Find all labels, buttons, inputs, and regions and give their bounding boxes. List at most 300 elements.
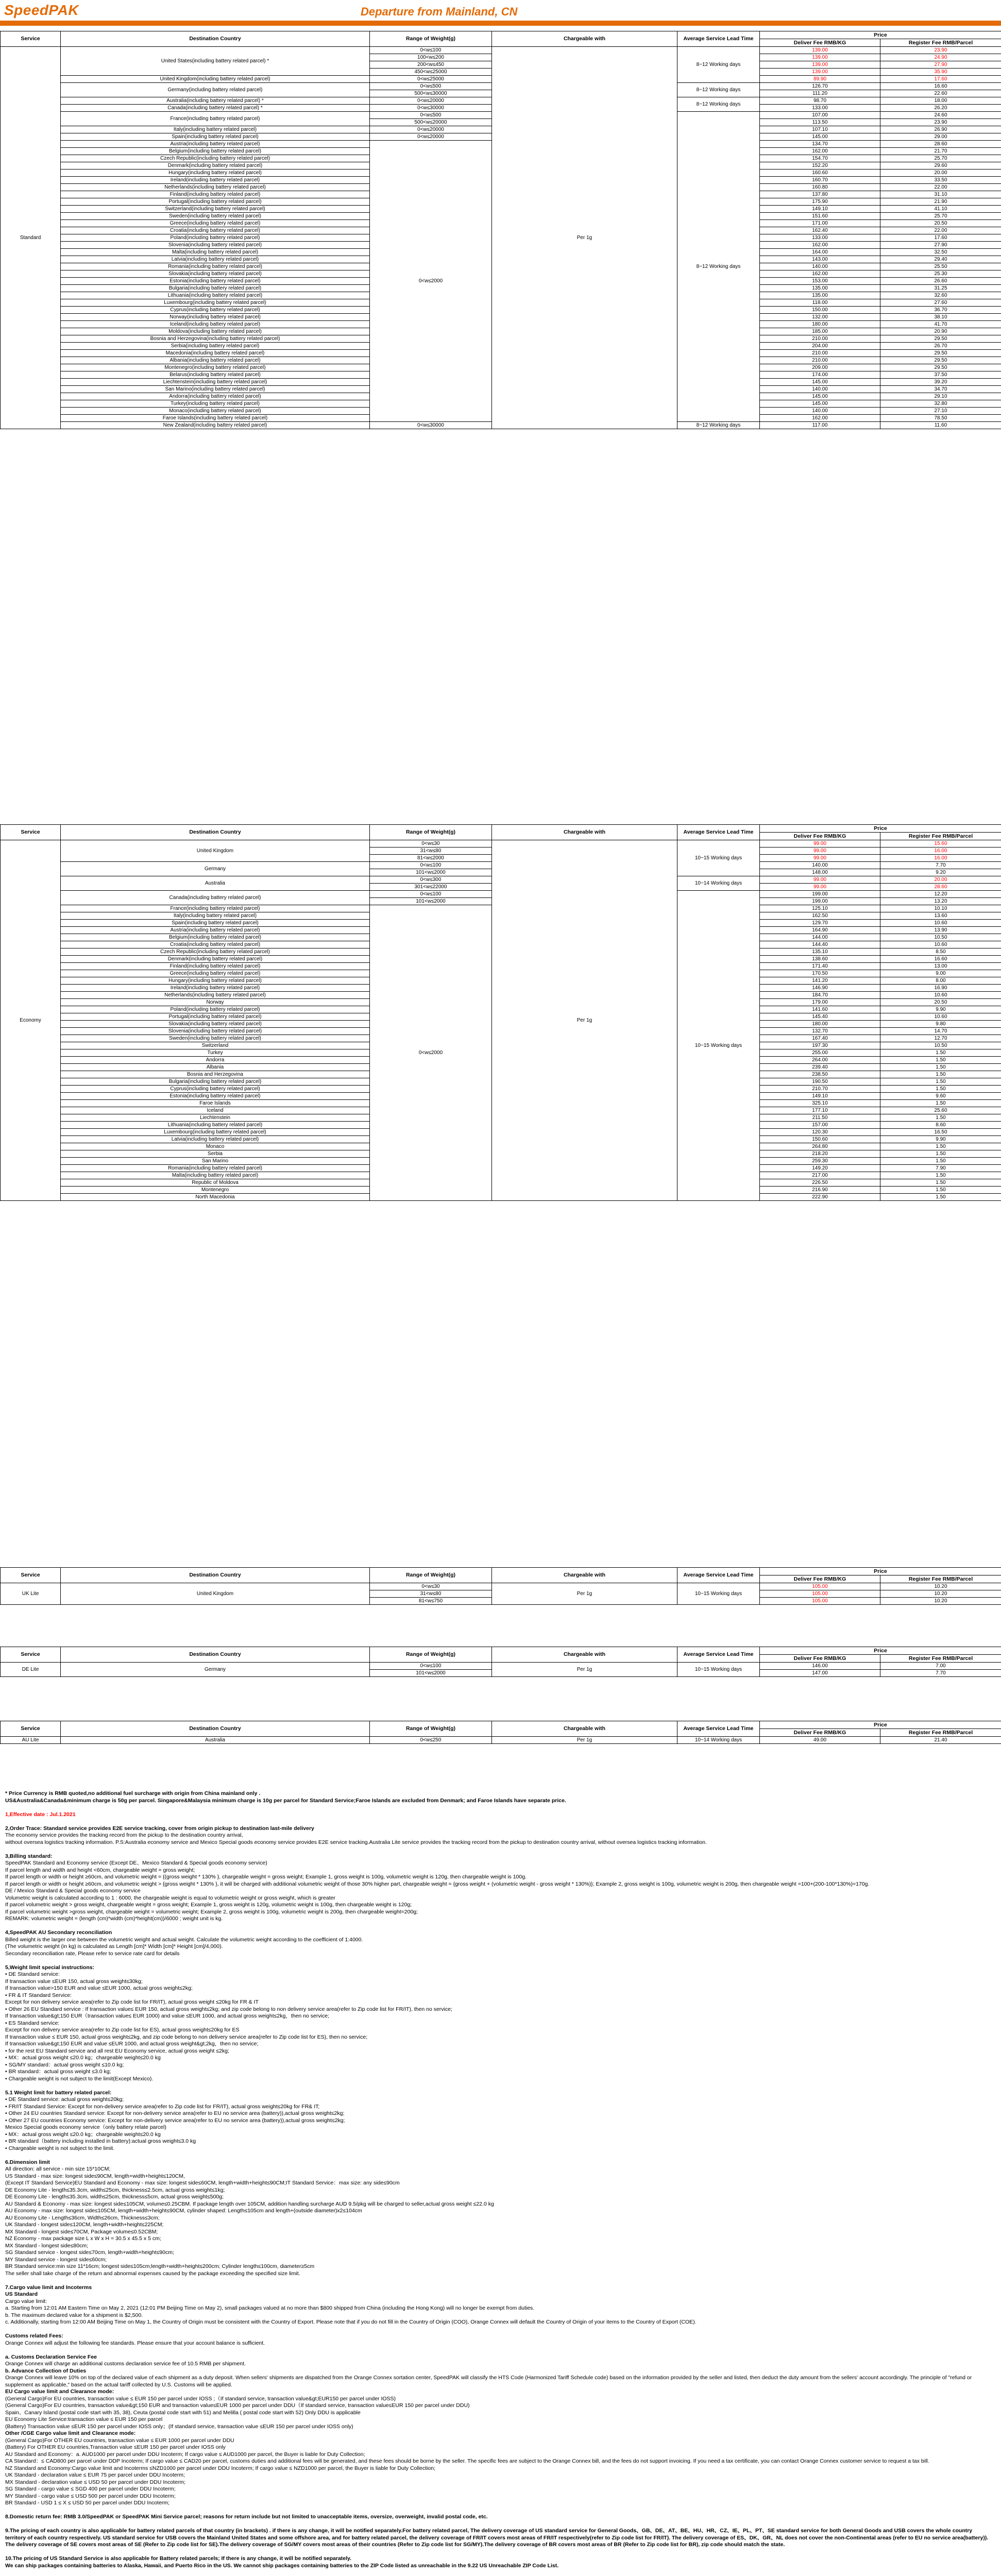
destination-cell: Sweden(including battery related parcel) — [61, 213, 370, 220]
destination-cell: Andorra(including battery related parcel) — [61, 393, 370, 400]
weight-range-cell: 301<w≤22000 — [370, 884, 492, 891]
register-fee-cell: 24.60 — [880, 112, 1001, 119]
destination-cell: Turkey(including battery related parcel) — [61, 400, 370, 408]
col-header-destination: Destination Country — [61, 825, 370, 840]
register-fee-cell: 1.50 — [880, 1057, 1001, 1064]
delivery-fee-cell: 105.00 — [760, 1590, 880, 1598]
col-header-weight: Range of Weight(g) — [370, 825, 492, 840]
weight-range-cell: 0<w≤500 — [370, 112, 492, 119]
destination-cell: Liechtenstein — [61, 1114, 370, 1122]
service-name-cell: Economy — [1, 840, 61, 1201]
register-fee-cell: 17.60 — [880, 76, 1001, 83]
delivery-fee-cell: 239.40 — [760, 1064, 880, 1071]
note-weight-g: If transaction value&gt;150 EUR（transaction value≤ EUR 1000) and value ≤EUR 1000, and actual gross weight≤2kg，then no service; — [5, 2013, 329, 2019]
register-fee-cell: 1.50 — [880, 1179, 1001, 1187]
register-fee-cell: 1.50 — [880, 1078, 1001, 1086]
note-billing-heading: 3,Billing standard: — [5, 1853, 53, 1859]
register-fee-cell: 9.20 — [880, 869, 1001, 876]
weight-range-cell: 0<w≤300 — [370, 876, 492, 884]
destination-cell: Spain(including battery related parcel) — [61, 920, 370, 927]
col-header-lead-time: Average Service Lead Time — [677, 1647, 760, 1663]
register-fee-cell: 9.80 — [880, 1021, 1001, 1028]
delivery-fee-cell: 216.90 — [760, 1187, 880, 1194]
register-fee-cell: 1.50 — [880, 1158, 1001, 1165]
note-weight-h: • ES Standard service: — [5, 2020, 60, 2026]
register-fee-cell: 13.90 — [880, 927, 1001, 934]
delivery-fee-cell: 145.00 — [760, 379, 880, 386]
register-fee-cell: 1.50 — [880, 1114, 1001, 1122]
delivery-fee-cell: 138.60 — [760, 956, 880, 963]
register-fee-cell: 16.60 — [880, 956, 1001, 963]
delivery-fee-cell: 145.00 — [760, 133, 880, 141]
note-order-trace-b: without oversea logistics tracking information. P.S:Australia economy service and Mexico Special goods economy service provides E2E service tracking.Australia Lite service provides the tracking record from the pickup to destination country arrival, without oversea logistics tracking information. — [5, 1839, 707, 1845]
note-dim-e: DE Economy Lite - length≤35.3cm, width≤25cm, thickness≤5cm, actual gross weight≤500g; — [5, 2194, 224, 2200]
weight-range-cell: 0<w≤30 — [370, 840, 492, 848]
col-header-service: Service — [1, 1568, 61, 1583]
note-billing-g: If parcel volumetric weight > gross weight, chargeable weight = gross weight; Example 1, gross weight is 120g, volumetric weight is 100g, then chargeable weight is 120g; — [5, 1902, 412, 1908]
delivery-fee-cell: 199.00 — [760, 898, 880, 905]
delivery-fee-cell: 211.50 — [760, 1114, 880, 1122]
register-fee-cell: 22.00 — [880, 227, 1001, 234]
de-lite-price-table — [0, 1647, 1001, 1677]
note-battery-weight-heading: 5.1 Weight limit for battery related parcel: — [5, 2089, 112, 2096]
col-header-service: Service — [1, 1721, 61, 1737]
page-title: Departure from Mainland, CN — [361, 5, 518, 18]
delivery-fee-cell: 152.20 — [760, 162, 880, 170]
register-fee-cell: 1.50 — [880, 1150, 1001, 1158]
col-header-lead-time: Average Service Lead Time — [677, 1721, 760, 1737]
destination-cell: Germany(including battery related parcel) — [61, 83, 370, 97]
note-billing-a: SpeedPAK Standard and Economy service (Except DE、Mexico Standard & Special goods economy service) — [5, 1860, 267, 1866]
delivery-fee-cell: 126.70 — [760, 83, 880, 90]
register-fee-cell: 36.70 — [880, 307, 1001, 314]
lead-time-cell: 8~12 Working days — [677, 47, 760, 83]
destination-cell: Netherlands(including battery related parcel) — [61, 184, 370, 191]
col-header-register-fee: Register Fee RMB/Parcel — [880, 1575, 1001, 1583]
destination-cell: Canada(including battery related parcel) * — [61, 105, 370, 112]
destination-cell: Hungary(including battery related parcel) — [61, 977, 370, 985]
weight-range-cell: 0<w≤20000 — [370, 97, 492, 105]
delivery-fee-cell: 238.50 — [760, 1071, 880, 1078]
terms-notes — [5, 1790, 994, 2576]
destination-cell: Greece(including battery related parcel) — [61, 970, 370, 977]
destination-cell: Malta(including battery related parcel) — [61, 249, 370, 256]
destination-cell: Albania — [61, 1064, 370, 1071]
register-fee-cell: 8.00 — [880, 977, 1001, 985]
chargeable-cell: Per 1g — [492, 1583, 677, 1605]
note-battery-u: • Other 27 EU countries Economy service: Except for non-delivery service area(refer to EU no service area (battery)),actual gross weight≤2kg; — [5, 2117, 345, 2124]
lead-time-cell: 10~15 Working days — [677, 1663, 760, 1677]
note-dimension-heading: 6.Dimension limit — [5, 2159, 50, 2165]
note-cargo-value-heading: 7.Cargo value limit and Incoterms — [5, 2284, 92, 2291]
delivery-fee-cell: 160.70 — [760, 177, 880, 184]
destination-cell: Belgium(including battery related parcel) — [61, 934, 370, 941]
destination-cell: Norway(including battery related parcel) — [61, 314, 370, 321]
lead-time-cell: 8~12 Working days — [677, 422, 760, 429]
speedpak-logo: SpeedPAK — [4, 2, 79, 18]
note-cargo-us: US Standard — [5, 2291, 38, 2297]
col-header-chargeable: Chargeable with — [492, 1721, 677, 1737]
delivery-fee-cell: 135.10 — [760, 948, 880, 956]
note-cargo-h: a. Customs Declaration Service Fee — [5, 2353, 97, 2360]
note-dim-n: MY Standard service - longest side≤60cm; — [5, 2256, 107, 2263]
register-fee-cell: 27.10 — [880, 408, 1001, 415]
service-name-cell: UK Lite — [1, 1583, 61, 1605]
destination-cell: Cyprus(including battery related parcel) — [61, 307, 370, 314]
delivery-fee-cell: 99.00 — [760, 876, 880, 884]
destination-cell: Italy(including battery related parcel) — [61, 912, 370, 920]
delivery-fee-cell: 177.10 — [760, 1107, 880, 1114]
destination-cell: Lithuania(including battery related parcel) — [61, 292, 370, 299]
destination-cell: Moldova(including battery related parcel) — [61, 328, 370, 335]
destination-cell: Croatia(including battery related parcel) — [61, 941, 370, 948]
note-cargo-j: b. Advance Collection of Duties — [5, 2367, 87, 2374]
register-fee-cell: 10.60 — [880, 1013, 1001, 1021]
delivery-fee-cell: 190.50 — [760, 1078, 880, 1086]
destination-cell: Monaco(including battery related parcel) — [61, 408, 370, 415]
note-cargo-q: (Battery) Transaction value ≤EUR 150 per parcel under IOSS only；(If standard service, transaction value ≤EUR 150 per parcel under IOSS only) — [5, 2423, 353, 2430]
chargeable-cell: Per 1g — [492, 1737, 677, 1744]
note-billing-d: If parcel length or width or height ≥60cm, and volumetric weight > {gross weight * 130% }, it will be charged with additional volumetric weight of those 30% higher part, chargeable weight = {gross weight + (volumetric weight - gross weight * 130%)}; Example 2, gross weight is 100g, volumetric weight is 200g, then chargeable weight =100+(200-100*130%)=170g. — [5, 1880, 870, 1887]
destination-cell: Denmark(including battery related parcel) — [61, 956, 370, 963]
col-header-lead-time: Average Service Lead Time — [677, 825, 760, 840]
register-fee-cell: 23.90 — [880, 119, 1001, 126]
destination-cell: Switzerland(including battery related parcel) — [61, 206, 370, 213]
register-fee-cell: 10.20 — [880, 1583, 1001, 1590]
delivery-fee-cell: 197.30 — [760, 1042, 880, 1049]
note-battery-s: • FR/IT Standard Service: Except for non-delivery service area(refer to Zip code list for FR/IT), actual gross weight≤20kg for FR& IT; — [5, 2103, 320, 2110]
delivery-fee-cell: 134.70 — [760, 141, 880, 148]
table-row — [1, 1737, 1001, 1744]
register-fee-cell: 11.60 — [880, 422, 1001, 429]
delivery-fee-cell: 118.00 — [760, 299, 880, 307]
note-weight-c: If transaction value>150 EUR and value ≤EUR 1000, actual gross weight≤2kg; — [5, 1985, 193, 1991]
standard-price-table — [0, 31, 1001, 429]
destination-cell: Australia(including battery related parcel) * — [61, 97, 370, 105]
col-header-delivery-fee: Deliver Fee RMB/KG — [760, 1729, 880, 1737]
note-cargo-c: a. Starting from 12:01 AM Eastern Time on May 2, 2021 (12:01 PM Beijing Time on May 2), small packages valued at no more than $800 shipped from China (including the Hong Kong) will no longer be exempt from duties. — [5, 2305, 535, 2311]
destination-cell: Luxembourg(including battery related parcel) — [61, 1129, 370, 1136]
delivery-fee-cell: 160.80 — [760, 184, 880, 191]
destination-cell: Romania(including battery related parcel) — [61, 263, 370, 270]
header-divider — [0, 21, 1001, 26]
note-order-trace-a: The economy service provides the tracking record from the pickup to the destination country arrival, — [5, 1832, 243, 1838]
destination-cell: Poland(including battery related parcel) — [61, 234, 370, 242]
delivery-fee-cell: 162.00 — [760, 270, 880, 278]
weight-range-cell: 0<w≤30000 — [370, 105, 492, 112]
register-fee-cell: 16.60 — [880, 83, 1001, 90]
col-header-chargeable: Chargeable with — [492, 1568, 677, 1583]
col-header-chargeable: Chargeable with — [492, 825, 677, 840]
delivery-fee-cell: 199.00 — [760, 891, 880, 898]
register-fee-cell: 27.90 — [880, 242, 1001, 249]
weight-range-cell: 81<w≤750 — [370, 1598, 492, 1605]
delivery-fee-cell: 160.60 — [760, 170, 880, 177]
delivery-fee-cell: 143.00 — [760, 256, 880, 263]
weight-range-cell: 0<w≤100 — [370, 862, 492, 869]
note-cargo-s: (General Cargo)For OTHER EU countries, transaction value ≤ EUR 1000 per parcel under DDU — [5, 2437, 234, 2444]
weight-range-cell: 0<w≤500 — [370, 83, 492, 90]
note-minimum-charge: US&Australia&Canada&minimum charge is 50g per parcel. Singapore&Malaysia minimum charge is 10g per parcel for Standard Service;Faroe Islands are excluded from Denmark; and Faroe Islands have separate price. — [5, 1797, 566, 1804]
register-fee-cell: 32.60 — [880, 292, 1001, 299]
note-us-battery: 10.The pricing of US Standard Service is also applicable for Battery related parcels; If there is any change, it will be notified separately. — [5, 2555, 352, 2562]
service-name-cell: Standard — [1, 47, 61, 429]
register-fee-cell: 10.50 — [880, 1042, 1001, 1049]
delivery-fee-cell: 153.00 — [760, 278, 880, 285]
col-header-destination: Destination Country — [61, 1721, 370, 1737]
note-billing-h: If parcel volumetric weight >gross weight, chargeable weight = volumetric weight; Example 2, gross weight is 100g, volumetric weight is 200g, then chargeable weight=200g; — [5, 1908, 418, 1915]
register-fee-cell: 1.50 — [880, 1086, 1001, 1093]
destination-cell: Luxembourg(including battery related parcel) — [61, 299, 370, 307]
destination-cell: Spain(including battery related parcel) — [61, 133, 370, 141]
register-fee-cell: 16.50 — [880, 1129, 1001, 1136]
register-fee-cell: 27.60 — [880, 299, 1001, 307]
weight-range-cell: 0<w≤250 — [370, 1737, 492, 1744]
delivery-fee-cell: 99.00 — [760, 855, 880, 862]
destination-cell: France(including battery related parcel) — [61, 112, 370, 126]
header — [0, 0, 1001, 21]
weight-range-cell: 31<w≤80 — [370, 848, 492, 855]
chargeable-cell: Per 1g — [492, 1663, 677, 1677]
delivery-fee-cell: 167.40 — [760, 1035, 880, 1042]
delivery-fee-cell: 179.00 — [760, 999, 880, 1006]
note-cargo-i: Orange Connex will charge an additional customs declaration service fee of 10.5 RMB per shipment. — [5, 2361, 246, 2367]
delivery-fee-cell: 107.00 — [760, 112, 880, 119]
register-fee-cell: 7.00 — [880, 1663, 1001, 1670]
delivery-fee-cell: 135.00 — [760, 292, 880, 299]
register-fee-cell: 20.90 — [880, 328, 1001, 335]
delivery-fee-cell: 164.90 — [760, 927, 880, 934]
destination-cell: Turkey — [61, 1049, 370, 1057]
destination-cell: Macedonia(including battery related parcel) — [61, 350, 370, 357]
delivery-fee-cell: 140.00 — [760, 408, 880, 415]
destination-cell: Czech Republic(including battery related parcel) — [61, 948, 370, 956]
chargeable-cell: Per 1g — [492, 840, 677, 1201]
weight-range-cell: 500<w≤20000 — [370, 119, 492, 126]
destination-cell: Montenegro(including battery related parcel) — [61, 364, 370, 371]
col-header-lead-time: Average Service Lead Time — [677, 31, 760, 47]
note-billing-e: DE / Mexico Standard & Special goods economy service — [5, 1888, 141, 1894]
register-fee-cell: 37.50 — [880, 371, 1001, 379]
delivery-fee-cell: 162.00 — [760, 415, 880, 422]
note-weight-m: • MX：actual gross weight ≤20.0 kg；chargeable weight≤20.0 kg — [5, 2055, 161, 2061]
destination-cell: Faroe Islands(including battery related parcel) — [61, 415, 370, 422]
register-fee-cell: 10.10 — [880, 905, 1001, 912]
delivery-fee-cell: 113.50 — [760, 119, 880, 126]
destination-cell: Latvia(including battery related parcel) — [61, 256, 370, 263]
destination-cell: United States(including battery related parcel) * — [61, 47, 370, 76]
destination-cell: Netherlands(including battery related parcel) — [61, 992, 370, 999]
delivery-fee-cell: 89.90 — [760, 76, 880, 83]
note-cargo-v: CA Standard：≤ CAD800 per parcel under DDP Incoterm; If cargo value ≤ CAD20 per parcel, customs duties and additional fees will be generated, and these fees should be borne by the seller. The specific fees are subject to the Orange Connex bill, and the fees do not support invoicing. If you need a tax certificate, you can contact Orange Connex customer service to request a tax bill. — [5, 2458, 929, 2464]
destination-cell: Serbia(including battery related parcel) — [61, 343, 370, 350]
note-cargo-g: Orange Connex will adjust the following fee standards. Please ensure that your account balance is sufficient. — [5, 2340, 265, 2346]
delivery-fee-cell: 210.00 — [760, 357, 880, 364]
col-header-delivery-fee: Deliver Fee RMB/KG — [760, 1575, 880, 1583]
destination-cell: Canada(including battery related parcel) — [61, 891, 370, 905]
col-header-register-fee: Register Fee RMB/Parcel — [880, 1729, 1001, 1737]
register-fee-cell: 12.70 — [880, 1035, 1001, 1042]
note-dim-m: SG Standard service - longest side≤70cm, length+width+height≤90cm; — [5, 2249, 174, 2256]
delivery-fee-cell: 162.50 — [760, 912, 880, 920]
delivery-fee-cell: 149.10 — [760, 206, 880, 213]
register-fee-cell: 25.70 — [880, 213, 1001, 220]
note-cargo-d: b. The maximum declared value for a shipment is $2,500. — [5, 2312, 143, 2318]
col-header-register-fee: Register Fee RMB/Parcel — [880, 1655, 1001, 1663]
note-weight-f: • Other 26 EU Standard service : If transaction value≤ EUR 150, actual gross weight≤2kg; and zip code belong to non delivery service area(refer to Zip code list for FR/IT), then no service; — [5, 2006, 452, 2012]
note-weight-d: • FR & IT Standard Service: — [5, 1992, 72, 1998]
register-fee-cell: 10.20 — [880, 1590, 1001, 1598]
register-fee-cell: 17.60 — [880, 234, 1001, 242]
note-weight-n: • SG/MY standard：actual gross weight ≤10.0 kg; — [5, 2061, 124, 2068]
register-fee-cell: 20.50 — [880, 999, 1001, 1006]
register-fee-cell: 25.60 — [880, 1107, 1001, 1114]
delivery-fee-cell: 149.10 — [760, 1093, 880, 1100]
note-weight-limit-heading: 5,Weight limit special instructions: — [5, 1964, 95, 1971]
delivery-fee-cell: 209.00 — [760, 364, 880, 371]
destination-cell: North Macedonia — [61, 1194, 370, 1201]
note-cargo-e: c. Additionally, starting from 12:00 AM Beijing Time on May 1, the Country of Origin must be consistent with the Country of Export. Please note that if you do not fill in the Country of Origin (COO), Orange Connex will default the Country of Origin of your items to the Country of Export (COE). — [5, 2319, 697, 2325]
register-fee-cell: 29.40 — [880, 256, 1001, 263]
col-header-destination: Destination Country — [61, 31, 370, 47]
delivery-fee-cell: 107.10 — [760, 126, 880, 133]
note-billing-f: Volumetric weight is calculated according to 1 : 6000, the chargeable weight is equal to volumetric weight or gross weight, which is greater — [5, 1894, 335, 1901]
register-fee-cell: 10.60 — [880, 941, 1001, 948]
col-header-destination: Destination Country — [61, 1568, 370, 1583]
col-header-chargeable: Chargeable with — [492, 31, 677, 47]
register-fee-cell: 18.00 — [880, 97, 1001, 105]
register-fee-cell: 1.50 — [880, 1064, 1001, 1071]
note-dim-i: UK Standard - longest side≤120CM, length+width+height≤225CM; — [5, 2222, 164, 2228]
destination-cell: Monaco — [61, 1143, 370, 1150]
note-battery-w: • MX：actual gross weight ≤20.0 kg；chargeable weight≤20.0 kg — [5, 2131, 161, 2138]
delivery-fee-cell: 325.10 — [760, 1100, 880, 1107]
register-fee-cell: 25.50 — [880, 263, 1001, 270]
destination-cell: Finland(including battery related parcel) — [61, 963, 370, 970]
destination-cell: Finland(including battery related parcel) — [61, 191, 370, 198]
weight-range-cell: 0<w≤2000 — [370, 905, 492, 1201]
lead-time-cell: 10~15 Working days — [677, 840, 760, 876]
lead-time-cell: 8~12 Working days — [677, 112, 760, 422]
register-fee-cell: 15.60 — [880, 840, 1001, 848]
register-fee-cell: 29.00 — [880, 133, 1001, 141]
note-billing-b: If parcel length and width and height <60cm, chargeable weight = gross weight; — [5, 1867, 195, 1873]
register-fee-cell: 31.10 — [880, 191, 1001, 198]
delivery-fee-cell: 139.00 — [760, 69, 880, 76]
table-row — [1, 1663, 1001, 1670]
register-fee-cell: 1.50 — [880, 1194, 1001, 1201]
delivery-fee-cell: 140.00 — [760, 263, 880, 270]
note-cargo-z: SG Standard - cargo value ≤ SGD 400 per parcel under DDU Incoterm; — [5, 2486, 176, 2492]
destination-cell: Sweden(including battery related parcel) — [61, 1035, 370, 1042]
note-billing-c: If parcel length or width or height ≥60cm, and volumetric weight = {(gross weight * 130% }, chargeable weight = gross weight; Example 1, gross weight is 100g, volumetric weight is 120g, then chargeable weight is 100g. — [5, 1874, 527, 1880]
register-fee-cell: 13.20 — [880, 898, 1001, 905]
delivery-fee-cell: 170.50 — [760, 970, 880, 977]
destination-cell: Croatia(including battery related parcel) — [61, 227, 370, 234]
register-fee-cell: 13.00 — [880, 963, 1001, 970]
note-dim-h: AU Economy Lite - Length≤36cm, Width≤26cm, Thickness≤3cm; — [5, 2214, 160, 2221]
register-fee-cell: 7.70 — [880, 862, 1001, 869]
delivery-fee-cell: 162.00 — [760, 148, 880, 155]
delivery-fee-cell: 133.00 — [760, 234, 880, 242]
destination-cell: Italy(including battery related parcel) — [61, 126, 370, 133]
col-header-price: Price — [760, 825, 1001, 833]
destination-cell: United Kingdom — [61, 1583, 370, 1605]
destination-cell: Denmark(including battery related parcel) — [61, 162, 370, 170]
destination-cell: Andorra — [61, 1057, 370, 1064]
register-fee-cell: 9.90 — [880, 1006, 1001, 1013]
register-fee-cell: 1.50 — [880, 1187, 1001, 1194]
delivery-fee-cell: 120.30 — [760, 1129, 880, 1136]
note-dim-k: NZ Economy - max package size L x W x H = 30.5 x 45.5 x 5 cm; — [5, 2235, 161, 2242]
register-fee-cell: 7.90 — [880, 1165, 1001, 1172]
destination-cell: Faroe Islands — [61, 1100, 370, 1107]
weight-range-cell: 0<w≤30 — [370, 1583, 492, 1590]
note-battery-r: • DE Standard service: actual gross weight≤20kg; — [5, 2096, 124, 2103]
note-dim-f: AU Standard & Economy - max size: longest side≤105CM, volume≤0.25CBM. If package length over 105CM, addition handling surcharge AUD 9.5/pkg will be charged to seller,actual gross weight ≤22.0 kg — [5, 2200, 494, 2207]
register-fee-cell: 10.50 — [880, 934, 1001, 941]
delivery-fee-cell: 140.00 — [760, 386, 880, 393]
table-row — [1, 47, 1001, 54]
destination-cell: Bosnia and Herzegovina — [61, 1071, 370, 1078]
delivery-fee-cell: 141.20 — [760, 977, 880, 985]
destination-cell: Hungary(including battery related parcel) — [61, 170, 370, 177]
register-fee-cell: 26.70 — [880, 343, 1001, 350]
note-order-trace-heading: 2,Order Trace: Standard service provides E2E service tracking, cover from origin pickup to destination last-mile delivery — [5, 1825, 314, 1832]
destination-cell: New Zealand(including battery related parcel) — [61, 422, 370, 429]
register-fee-cell: 8.50 — [880, 948, 1001, 956]
delivery-fee-cell: 180.00 — [760, 1021, 880, 1028]
note-weight-p: • Chargeable weight is not subject to the limit(Except Mexico). — [5, 2075, 154, 2082]
weight-range-cell: 101<w≤2000 — [370, 1670, 492, 1677]
note-cargo-p: EU Economy Lite Service:transaction value ≤ EUR 150 per parcel — [5, 2416, 163, 2422]
register-fee-cell: 20.00 — [880, 170, 1001, 177]
delivery-fee-cell: 132.70 — [760, 1028, 880, 1035]
delivery-fee-cell: 146.90 — [760, 985, 880, 992]
register-fee-cell: 29.50 — [880, 350, 1001, 357]
note-dim-g: AU Economy - max size: longest side≤105CM, length+width+height≤90CM, cylinder shaped: Length≤105cm and length+(outside diameter)x2≤104cm — [5, 2208, 362, 2214]
col-header-service: Service — [1, 31, 61, 47]
destination-cell: Liechtenstein(including battery related parcel) — [61, 379, 370, 386]
register-fee-cell: 16.90 — [880, 985, 1001, 992]
register-fee-cell: 38.10 — [880, 314, 1001, 321]
weight-range-cell: 450<w≤25000 — [370, 69, 492, 76]
register-fee-cell: 25.30 — [880, 270, 1001, 278]
col-header-lead-time: Average Service Lead Time — [677, 1568, 760, 1583]
destination-cell: Austria(including battery related parcel) — [61, 927, 370, 934]
register-fee-cell: 14.70 — [880, 1028, 1001, 1035]
delivery-fee-cell: 137.80 — [760, 191, 880, 198]
register-fee-cell: 28.60 — [880, 884, 1001, 891]
destination-cell: United Kingdom(including battery related parcel) — [61, 76, 370, 83]
note-dim-d: DE Economy Lite - length≤35.3cm, width≤25cm, thickness≤2.5cm, actual gross weight≤1kg; — [5, 2187, 225, 2193]
note-cargo-n: (General Cargo)For EU countries, transaction value&gt;150 EUR and transaction value≤EUR 1000 per parcel under DDU（If standard service, transaction value≤EUR 150 per parcel under DDU) — [5, 2402, 470, 2409]
register-fee-cell: 1.50 — [880, 1172, 1001, 1179]
destination-cell: Slovenia(including battery related parcel) — [61, 242, 370, 249]
note-cargo-y: MX Standard - declaration value ≤ USD 50 per parcel under DDU Incoterm; — [5, 2479, 186, 2485]
delivery-fee-cell: 145.40 — [760, 1013, 880, 1021]
destination-cell: Montenegro — [61, 1187, 370, 1194]
register-fee-cell: 78.50 — [880, 415, 1001, 422]
destination-cell: Republic of Moldova — [61, 1179, 370, 1187]
delivery-fee-cell: 255.00 — [760, 1049, 880, 1057]
note-cargo-x: UK Standard - declaration value ≤ EUR 75 per parcel under DDU Incoterm; — [5, 2472, 185, 2478]
note-weight-e: Except for non delivery service area(refer to Zip code list for FR/IT), actual gross weight ≤20kg for FR & IT — [5, 1999, 259, 2005]
delivery-fee-cell: 185.00 — [760, 328, 880, 335]
destination-cell: Australia — [61, 1737, 370, 1744]
weight-range-cell: 81<w≤2000 — [370, 855, 492, 862]
destination-cell: Lithuania(including battery related parcel) — [61, 1122, 370, 1129]
